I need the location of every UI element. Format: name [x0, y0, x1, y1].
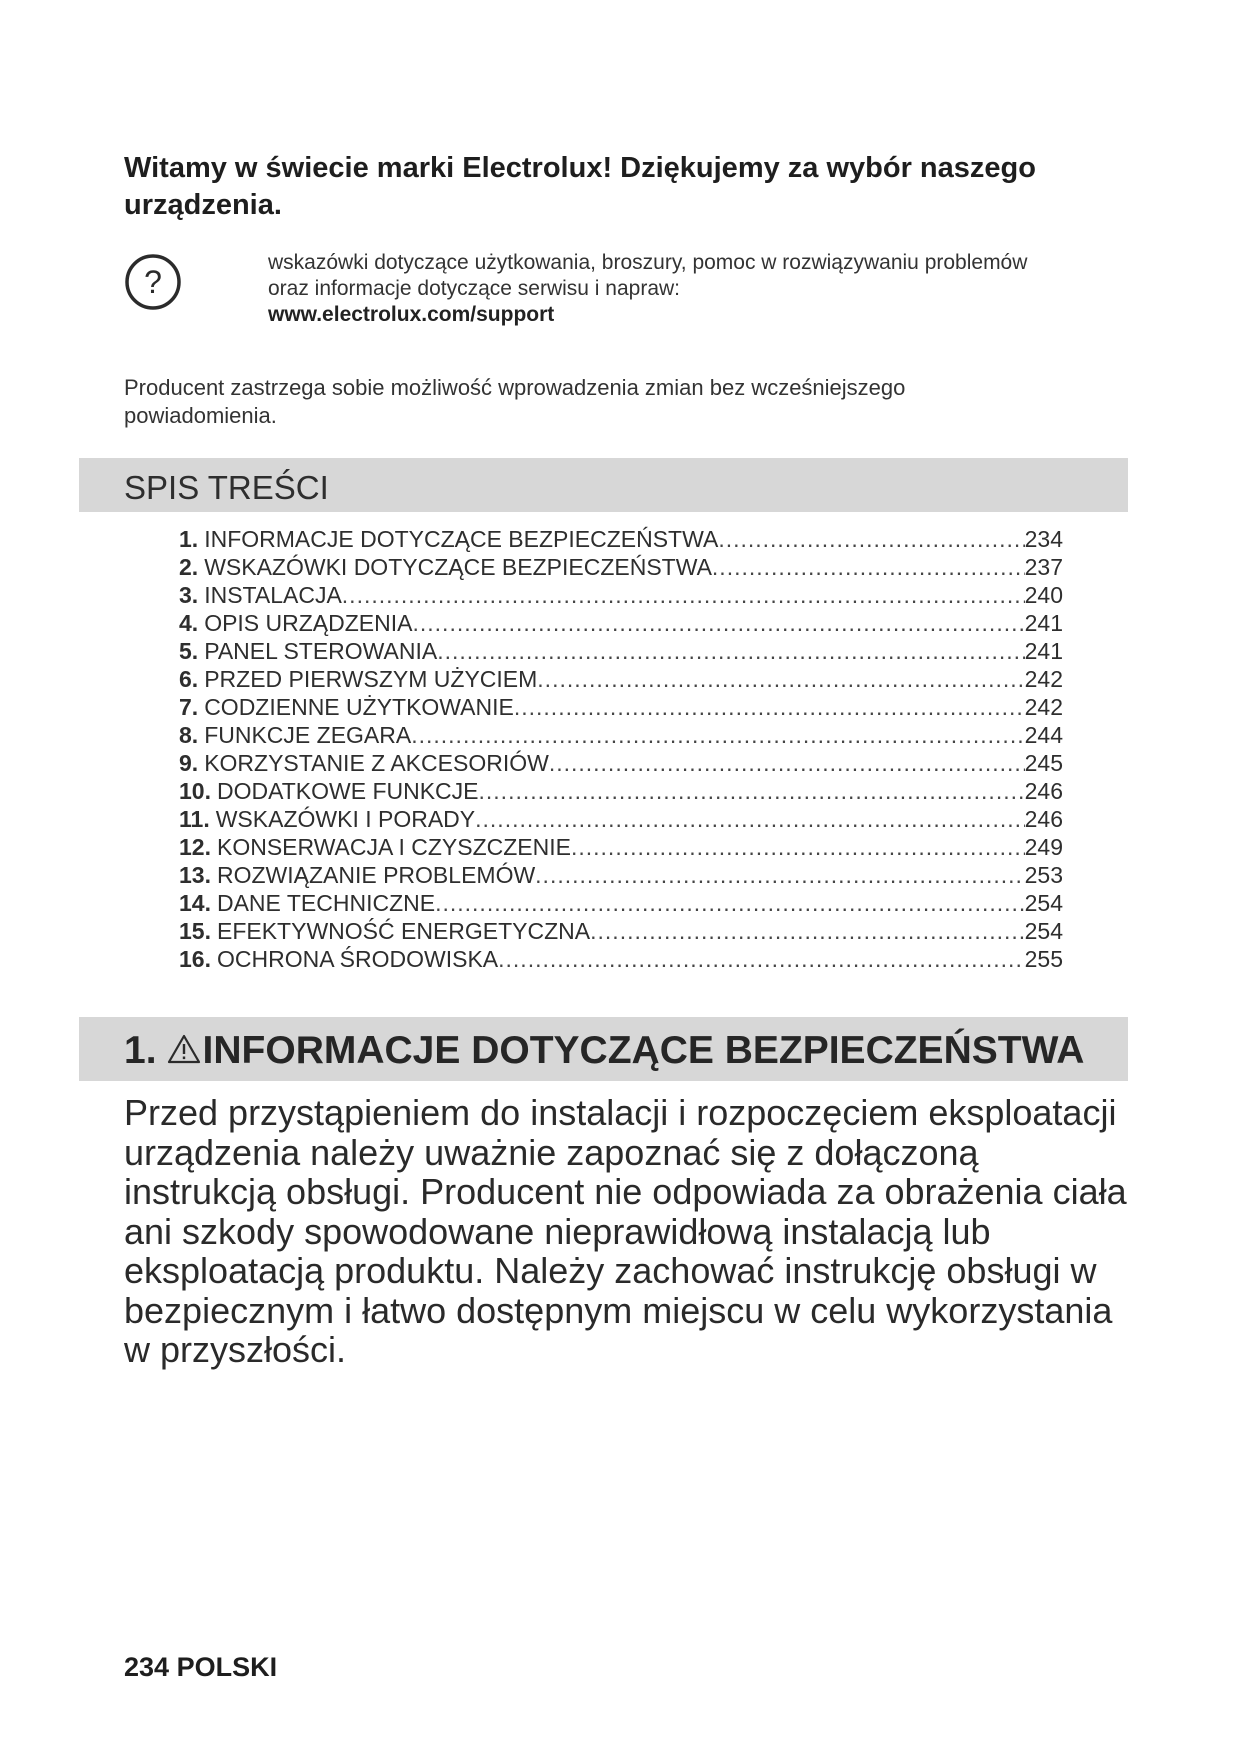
toc-entry-page: 244 [1024, 722, 1063, 748]
toc-entry-page: 254 [1024, 890, 1063, 916]
toc-entry[interactable] [179, 777, 1063, 805]
language-label: POLSKI [176, 1652, 278, 1682]
toc-leader-dots [475, 805, 1024, 833]
toc-entry-number: 11. [179, 806, 210, 832]
section-number: 1. [124, 1029, 157, 1072]
toc-leader-dots [535, 861, 1024, 889]
toc-entry-page: 245 [1024, 750, 1063, 776]
toc-entry-page: 254 [1024, 918, 1063, 944]
toc-entry-number: 13. [179, 862, 211, 888]
toc-leader-dots [437, 637, 1024, 665]
toc-leader-dots [590, 917, 1024, 945]
toc-entry-page: 241 [1024, 638, 1063, 664]
toc-entry-title: CODZIENNE UŻYTKOWANIE [204, 694, 514, 720]
page-number: 234 [124, 1652, 170, 1682]
toc-entry-number: 8. [179, 722, 199, 748]
toc-entry-title: OPIS URZĄDZENIA [204, 610, 413, 636]
toc-entry[interactable] [179, 889, 1063, 917]
toc-entry-number: 4. [179, 610, 199, 636]
toc-entry-page: 234 [1024, 526, 1063, 552]
svg-text:?: ? [144, 264, 162, 300]
question-circle-icon [124, 253, 182, 311]
toc-entry-page: 237 [1024, 554, 1063, 580]
toc-title: SPIS TREŚCI [124, 469, 329, 506]
section-1-heading [124, 1028, 1084, 1074]
toc-leader-dots [479, 777, 1025, 805]
toc-entry-number: 15. [179, 918, 211, 944]
toc-entry[interactable] [179, 805, 1063, 833]
toc-entry-number: 14. [179, 890, 211, 916]
toc-entry-number: 5. [179, 638, 199, 664]
warning-triangle-icon [167, 1034, 201, 1064]
toc-leader-dots [549, 749, 1025, 777]
toc-entry-title: PRZED PIERWSZYM UŻYCIEM [204, 666, 538, 692]
page-footer [124, 1652, 277, 1683]
toc-entry-title: ROZWIĄZANIE PROBLEMÓW [216, 862, 536, 888]
toc-entry[interactable] [179, 693, 1063, 721]
toc-leader-dots [718, 525, 1024, 553]
toc-entry-title: INFORMACJE DOTYCZĄCE BEZPIECZEŃSTWA [204, 526, 719, 552]
support-url-link[interactable]: www.electrolux.com/support [268, 303, 555, 326]
toc-entry[interactable] [179, 861, 1063, 889]
toc-entry-page: 253 [1024, 862, 1063, 888]
toc-entry[interactable] [179, 525, 1063, 553]
section-title: INFORMACJE DOTYCZĄCE BEZPIECZEŃSTWA [202, 1029, 1085, 1072]
toc-entry-page: 249 [1024, 834, 1063, 860]
toc-entry-number: 2. [179, 554, 199, 580]
table-of-contents [179, 525, 1063, 973]
toc-entry-page: 242 [1024, 666, 1063, 692]
toc-leader-dots [571, 833, 1025, 861]
toc-leader-dots [411, 721, 1024, 749]
toc-entry[interactable] [179, 917, 1063, 945]
toc-entry-number: 6. [179, 666, 199, 692]
toc-entry-page: 240 [1024, 582, 1063, 608]
toc-entry-page: 255 [1024, 946, 1063, 972]
toc-leader-dots [413, 609, 1025, 637]
toc-entry-number: 1. [179, 526, 199, 552]
toc-leader-dots [712, 553, 1025, 581]
toc-entry[interactable] [179, 721, 1063, 749]
toc-entry-number: 3. [179, 582, 199, 608]
toc-entry-number: 7. [179, 694, 199, 720]
toc-entry-title: DODATKOWE FUNKCJE [216, 778, 479, 804]
toc-entry-title: DANE TECHNICZNE [216, 890, 436, 916]
safety-intro-paragraph: Przed przystąpieniem do instalacji i rozpoczęciem eksploatacji urządzenia należy uważnie zapoznać się z dołączoną instrukcją obsługi. Producent nie odpowiada za obrażenia ciała ani szkody spowodowane nieprawidłową instalacją lub eksploatacją produktu. Należy zachować instrukcję obsługi w bezpiecznym i łatwo dostępnym miejscu w celu wykorzystania w przyszłości. [124, 1092, 1127, 1370]
change-notice: Producent zastrzega sobie możliwość wprowadzenia zmian bez wcześniejszego powiadomienia. [124, 375, 906, 428]
toc-entry-page: 241 [1024, 610, 1063, 636]
toc-entry-title: KORZYSTANIE Z AKCESORIÓW [204, 750, 549, 776]
support-line-1: wskazówki dotyczące użytkowania, broszury, pomoc w rozwiązywaniu problemów [268, 251, 1028, 274]
support-line-2: oraz informacje dotyczące serwisu i napraw: [268, 277, 681, 300]
toc-entry[interactable] [179, 945, 1063, 973]
toc-entry[interactable] [179, 581, 1063, 609]
toc-entry[interactable] [179, 665, 1063, 693]
welcome-heading: Witamy w świecie marki Electrolux! Dziękujemy za wybór naszego urządzenia. [124, 152, 1036, 221]
toc-entry-page: 242 [1024, 694, 1063, 720]
toc-entry-title: PANEL STEROWANIA [204, 638, 438, 664]
toc-entry[interactable] [179, 749, 1063, 777]
support-info [268, 250, 1128, 328]
toc-leader-dots [498, 945, 1024, 973]
toc-entry[interactable] [179, 553, 1063, 581]
toc-entry-title: INSTALACJA [204, 582, 342, 608]
toc-entry-page: 246 [1024, 778, 1063, 804]
toc-entry-title: WSKAZÓWKI I PORADY [215, 806, 476, 832]
toc-entry-number: 12. [179, 834, 211, 860]
toc-entry-title: FUNKCJE ZEGARA [204, 722, 412, 748]
toc-entry-title: EFEKTYWNOŚĆ ENERGETYCZNA [216, 918, 591, 944]
toc-entry[interactable] [179, 833, 1063, 861]
toc-entry[interactable] [179, 637, 1063, 665]
toc-leader-dots [514, 693, 1025, 721]
toc-entry-title: KONSERWACJA I CZYSZCZENIE [216, 834, 571, 860]
toc-leader-dots [537, 665, 1024, 693]
toc-leader-dots [342, 581, 1025, 609]
toc-entry-number: 16. [179, 946, 211, 972]
toc-leader-dots [435, 889, 1025, 917]
toc-entry[interactable] [179, 609, 1063, 637]
toc-entry-title: OCHRONA ŚRODOWISKA [216, 946, 499, 972]
toc-entry-number: 9. [179, 750, 199, 776]
toc-entry-number: 10. [179, 778, 211, 804]
toc-entry-page: 246 [1024, 806, 1063, 832]
toc-entry-title: WSKAZÓWKI DOTYCZĄCE BEZPIECZEŃSTWA [204, 554, 712, 580]
